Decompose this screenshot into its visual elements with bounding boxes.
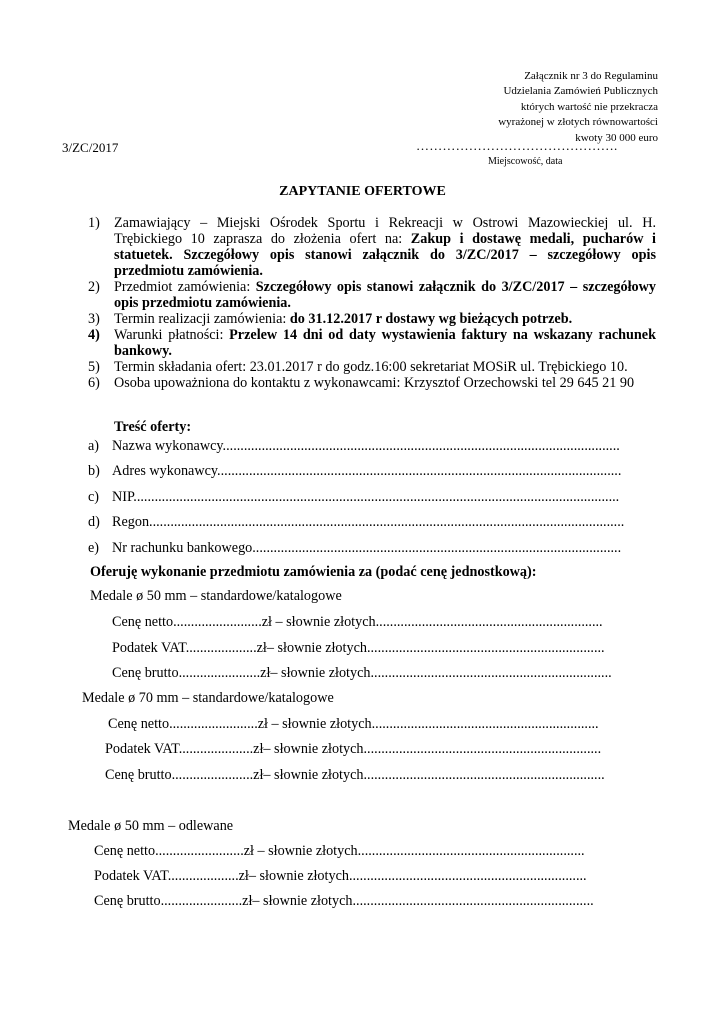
field-text: Nr rachunku bankowego........................................................................................................	[112, 540, 622, 556]
item-number: 3)	[88, 311, 100, 327]
item-text: Termin składania ofert: 23.01.2017 r do godz.16:00 sekretariat MOSiR ul. Trębickiego 10.	[114, 359, 628, 375]
field-letter: d)	[88, 514, 100, 530]
price-line-vat: Podatek VAT.....................zł– słownie złotych...................................................................	[105, 741, 602, 757]
request-items-list	[88, 215, 656, 391]
annex-line: których wartość nie przekracza	[520, 100, 658, 113]
request-item	[88, 311, 656, 327]
request-item	[88, 359, 656, 375]
field-text: NIP.........................................................................................................................................	[112, 489, 620, 505]
item-text-bold: Zakup i dostawę medali, pucharów i statuetek. Szczegółowy opis stanowi załącznik do 3/ZC/2017 – szczegółowy opis przedmiotu zamówienia.	[114, 231, 656, 279]
price-group-heading: Medale ø 50 mm – standardowe/katalogowe	[90, 588, 342, 604]
item-text-bold: do 31.12.2017 r dostawy wg bieżących potrzeb.	[289, 311, 573, 327]
item-text-bold: Szczegółowy opis stanowi załącznik do 3/ZC/2017 – szczegółowy opis przedmiotu zamówienia.	[114, 279, 656, 311]
annex-line: wyrażonej w złotych równowartości	[498, 116, 658, 129]
price-line-net: Cenę netto.........................zł – słownie złotych................................................................	[94, 843, 585, 859]
price-group-heading: Medale ø 50 mm – odlewane	[68, 818, 234, 834]
offer-field-regon	[88, 514, 624, 531]
item-number: 1)	[88, 215, 100, 231]
item-number: 5)	[88, 359, 100, 375]
request-item	[88, 327, 656, 359]
item-text: Przedmiot zamówienia:	[114, 279, 256, 295]
annex-line: Udzielania Zamówień Publicznych	[503, 85, 658, 98]
item-text: Termin realizacji zamówienia:	[114, 311, 290, 327]
price-line-gross: Cenę brutto.......................zł– słownie złotych....................................................................	[112, 665, 612, 681]
field-text: Regon......................................................................................................................................	[112, 514, 625, 530]
item-text: Osoba upoważniona do kontaktu z wykonawcami: Krzysztof Orzechowski tel 29 645 21 90	[114, 375, 635, 391]
offer-statement: Oferuję wykonanie przedmiotu zamówienia za (podać cenę jednostkową):	[90, 564, 537, 580]
item-text: Warunki płatności:	[114, 327, 230, 343]
item-number: 4)	[88, 327, 100, 343]
annex-line: Załącznik nr 3 do Regulaminu	[524, 70, 658, 82]
reference-number: 3/ZC/2017	[62, 140, 119, 155]
field-text: Nazwa wykonawcy................................................................................................................	[112, 438, 620, 454]
request-item	[88, 375, 656, 391]
price-line-vat: Podatek VAT....................zł– słownie złotych...................................................................	[94, 868, 587, 884]
price-line-net: Cenę netto.........................zł – słownie złotych................................................................	[112, 614, 603, 630]
item-text: Zamawiający – Miejski Ośrodek Sportu i Rekreacji w Ostrowi Mazowieckiej ul. H. Trębickiego 10 zaprasza do złożenia ofert na:	[114, 215, 656, 247]
request-item	[88, 279, 656, 311]
field-letter: e)	[88, 540, 100, 556]
annex-note	[498, 69, 658, 146]
price-line-gross: Cenę brutto.......................zł– słownie złotych....................................................................	[105, 767, 605, 783]
price-group-heading: Medale ø 70 mm – standardowe/katalogowe	[82, 690, 334, 706]
offer-field-nip	[88, 489, 619, 506]
price-line-net: Cenę netto.........................zł – słownie złotych................................................................	[108, 716, 599, 732]
item-text-bold: Przelew 14 dni od daty wystawienia faktury na wskazany rachunek bankowy.	[114, 327, 656, 359]
annex-line: kwoty 30 000 euro	[575, 131, 658, 144]
item-number: 2)	[88, 279, 100, 295]
offer-field-address	[88, 463, 621, 480]
field-letter: c)	[88, 489, 100, 505]
date-place-field: ……………………………………….	[416, 138, 618, 153]
offer-field-name	[88, 438, 620, 455]
document-title: ZAPYTANIE OFERTOWE	[279, 184, 446, 199]
date-place-label: Miejscowość, data	[488, 156, 563, 167]
price-line-vat: Podatek VAT....................zł– słownie złotych...................................................................	[112, 640, 605, 656]
field-letter: a)	[88, 438, 100, 454]
field-letter: b)	[88, 463, 100, 479]
request-item	[88, 215, 656, 279]
item-number: 6)	[88, 375, 100, 391]
field-text: Adres wykonawcy..................................................................................................................	[112, 463, 622, 479]
price-line-gross: Cenę brutto.......................zł– słownie złotych....................................................................	[94, 893, 594, 909]
offer-content-title: Treść oferty:	[114, 419, 192, 435]
offer-field-bank-account	[88, 540, 621, 557]
